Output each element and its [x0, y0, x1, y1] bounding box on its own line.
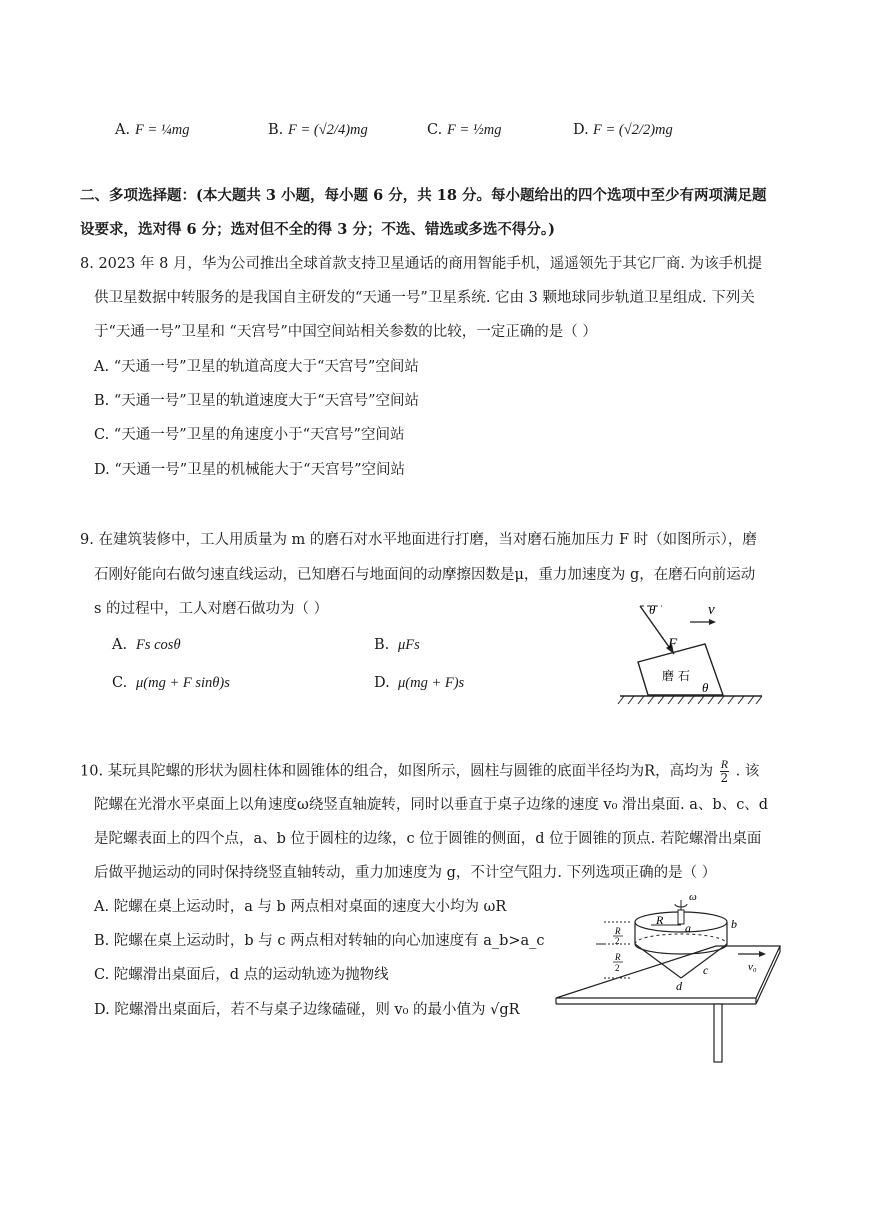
q8-stem-line2: 供卫星数据中转服务的是我国自主研发的“天通一号”卫星系统. 它由 3 颗地球同步轨道卫星组成. 下列关	[94, 290, 755, 306]
q7-option-d: D.	[573, 122, 589, 138]
q8-option-a: A. “天通一号”卫星的轨道高度大于“天宫号”空间站	[94, 359, 419, 375]
fraction-numerator: R	[720, 757, 729, 771]
half-r-bottom-num: R	[615, 952, 621, 962]
radius-label: R	[656, 913, 664, 927]
q9-option-b-text: μFs	[398, 637, 420, 653]
force-label: F	[668, 636, 678, 652]
q10-option-b: B. 陀螺在桌上运动时，b 与 c 两点相对转轴的向心加速度有 a_b>a_c	[94, 933, 545, 949]
q8-option-c: C. “天通一号”卫星的角速度小于“天宫号”空间站	[94, 427, 405, 443]
fraction-denominator: 2	[720, 771, 729, 785]
q10-stem-line1	[80, 758, 759, 785]
q8-stem-line3: 于“天通一号”卫星和 “天宫号”中国空间站相关参数的比较，一定正确的是（ ）	[94, 324, 597, 340]
theta-label-top: θ	[649, 602, 656, 617]
q10-stem-line3: 是陀螺表面上的四个点，a、b 位于圆柱的边缘，c 位于圆锥的侧面，d 位于圆锥的顶点. 若陀螺滑出桌面	[94, 831, 762, 847]
fraction-r-over-2	[720, 758, 729, 785]
q9-stem-line3: s 的过程中，工人对磨石做功为（ ）	[94, 601, 329, 617]
point-a-label: a	[685, 921, 691, 935]
q9-option-a-label: A.	[112, 637, 128, 653]
q7-option-b: B.	[268, 122, 284, 138]
q9-option-c-label: C.	[112, 675, 128, 691]
half-r-top-num: R	[615, 926, 621, 936]
q7-option-a: A.	[115, 122, 131, 138]
grinding-stone-diagram	[610, 598, 780, 710]
point-c-label: c	[703, 963, 709, 977]
q10-option-a: A. 陀螺在桌上运动时，a 与 b 两点相对桌面的速度大小均为 ωR	[94, 899, 507, 915]
half-r-bottom-den: 2	[615, 963, 620, 973]
q8-stem-line1: 8. 2023 年 8 月，华为公司推出全球首款支持卫星通话的商用智能手机，遥遥领先于其它厂商. 为该手机提	[80, 256, 763, 272]
q10-stem-line4: 后做平抛运动的同时保持绕竖直轴转动，重力加速度为 g，不计空气阻力. 下列选项正确的是（ ）	[94, 865, 717, 881]
q7-option-c-text: F = ½mg	[447, 122, 502, 138]
q9-stem-line2: 石刚好能向右做匀速直线运动，已知磨石与地面间的动摩擦因数是μ，重力加速度为 g，在磨石向前运动	[94, 567, 756, 583]
q9-option-d-label: D.	[374, 675, 390, 691]
v0-label: v₀	[748, 961, 757, 973]
q9-option-b-label: B.	[374, 637, 390, 653]
q10-option-c: C. 陀螺滑出桌面后，d 点的运动轨迹为抛物线	[94, 967, 389, 983]
velocity-label: v	[708, 602, 715, 618]
q7-option-a-text: F = ¼mg	[135, 122, 190, 138]
stone-label: 磨 石	[662, 669, 690, 683]
q9-stem-line1: 9. 在建筑装修中，工人用质量为 m 的磨石对水平地面进行打磨，当对磨石施加压力 F 时（如图所示），磨	[80, 532, 757, 548]
q7-option-d-text: F = (√2/2)mg	[593, 122, 673, 138]
q7-option-c: C.	[427, 122, 443, 138]
point-b-label: b	[731, 917, 737, 931]
q9-option-d-text: μ(mg + F)s	[398, 675, 465, 691]
q10-stem-line1-text: 10. 某玩具陀螺的形状为圆柱体和圆锥体的组合，如图所示，圆柱与圆锥的底面半径均为R，高均为	[80, 763, 714, 780]
theta-label-bottom: θ	[702, 680, 709, 695]
omega-label: ω	[689, 891, 697, 903]
spinning-top-diagram	[548, 888, 810, 1068]
q10-stem-line2: 陀螺在光滑水平桌面上以角速度ω绕竖直轴旋转，同时以垂直于桌子边缘的速度 v₀ 滑出桌面. a、b、c、d	[94, 797, 769, 813]
q10-stem-line1-end: . 该	[735, 763, 760, 780]
q9-option-a-text: Fs cosθ	[136, 637, 181, 653]
point-d-label: d	[676, 979, 682, 993]
q9-option-c-text: μ(mg + F sinθ)s	[136, 675, 230, 691]
q8-option-b: B. “天通一号”卫星的轨道速度大于“天宫号”空间站	[94, 393, 420, 409]
q10-option-d: D. 陀螺滑出桌面后，若不与桌子边缘磕碰，则 v₀ 的最小值为 √gR	[94, 1002, 520, 1018]
q8-option-d: D. “天通一号”卫星的机械能大于“天宫号”空间站	[94, 462, 405, 478]
section-heading-line2: 设要求，选对得 6 分；选对但不全的得 3 分；不选、错选或多选不得分。)	[80, 221, 555, 238]
q7-option-b-text: F = (√2/4)mg	[288, 122, 368, 138]
section-heading-line1: 二、多项选择题：(本大题共 3 小题，每小题 6 分，共 18 分。每小题给出的四个选项中至少有两项满足题	[80, 187, 767, 204]
half-r-top-den: 2	[615, 936, 620, 946]
